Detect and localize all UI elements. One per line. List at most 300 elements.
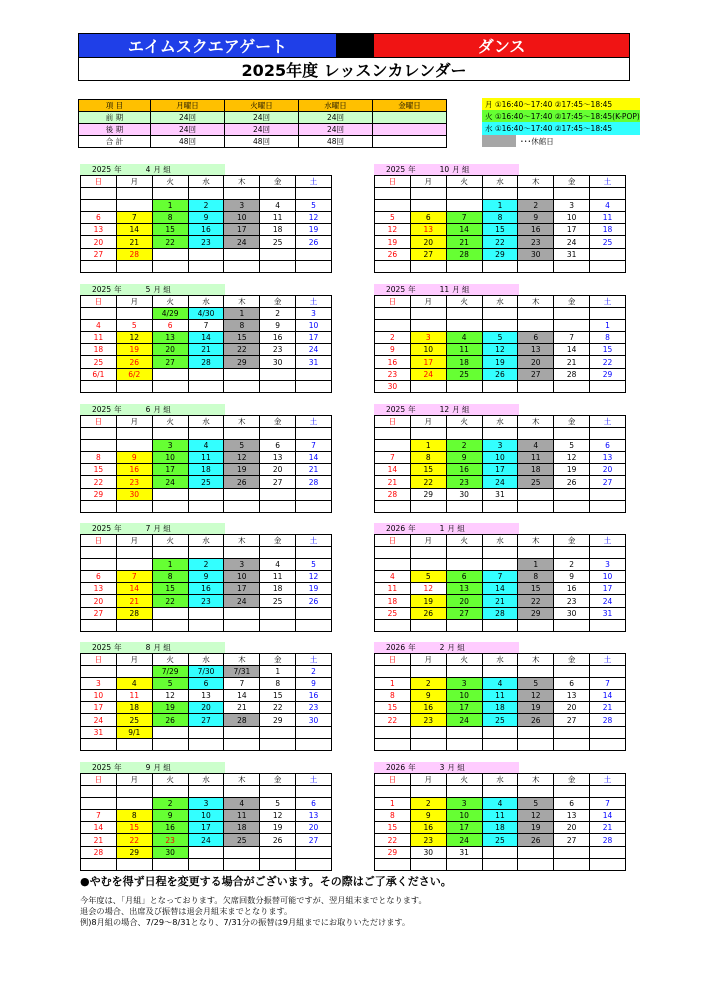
calendar-year-suffix: 年 — [408, 285, 416, 294]
weekday-label: 火 — [446, 535, 482, 547]
day-cell: 25 — [81, 356, 117, 368]
day-cell: 24 — [224, 595, 260, 607]
day-cell — [296, 380, 332, 392]
weekday-header-row — [81, 535, 332, 547]
weekday-label: 木 — [518, 654, 554, 666]
day-cell — [224, 260, 260, 272]
day-cell: 7 — [554, 332, 590, 344]
day-cell — [375, 320, 411, 332]
day-cell: 2 — [518, 200, 554, 212]
day-cell — [446, 200, 482, 212]
weekday-label: 日 — [375, 535, 411, 547]
day-cell: 3 — [152, 440, 188, 452]
day-cell: 16 — [375, 356, 411, 368]
day-cell: 16 — [188, 583, 224, 595]
day-cell — [188, 248, 224, 260]
calendar-year: 2025 — [92, 763, 112, 772]
day-cell: 20 — [518, 356, 554, 368]
day-cell: 7 — [590, 678, 626, 690]
notes-line1: 今年度は、「月組」となっております。欠席回数分振替可能ですが、翌月組末までとなります。 — [80, 895, 427, 905]
weekday-label: 火 — [446, 176, 482, 188]
day-cell: 30 — [518, 248, 554, 260]
day-cell — [152, 619, 188, 631]
summary-header-cell: 項 目 — [79, 100, 151, 112]
summary-cell: 24回 — [225, 124, 299, 136]
weekday-header-row — [375, 654, 626, 666]
day-cell: 2 — [446, 440, 482, 452]
day-cell: 24 — [554, 236, 590, 248]
week-row — [375, 702, 626, 714]
day-cell: 27 — [152, 356, 188, 368]
day-cell — [260, 547, 296, 559]
week-row — [81, 476, 332, 488]
weekday-label: 土 — [590, 774, 626, 786]
day-cell: 27 — [81, 248, 117, 260]
day-cell: 6 — [260, 440, 296, 452]
weekday-header-row — [375, 535, 626, 547]
day-cell: 28 — [590, 834, 626, 846]
day-cell: 23 — [410, 714, 446, 726]
week-row — [81, 452, 332, 464]
day-cell: 25 — [260, 236, 296, 248]
calendar-month: 5 — [145, 285, 151, 294]
weekday-header-row — [81, 654, 332, 666]
page-title: 2025年度 レッスンカレンダー — [78, 57, 630, 81]
day-cell: 29 — [590, 368, 626, 380]
day-cell: 13 — [81, 583, 117, 595]
day-cell — [590, 738, 626, 750]
weekday-label: 金 — [554, 296, 590, 308]
weekday-label: 木 — [224, 535, 260, 547]
day-cell: 18 — [260, 583, 296, 595]
week-row — [81, 200, 332, 212]
week-row — [81, 607, 332, 619]
day-cell — [482, 188, 518, 200]
week-row — [81, 344, 332, 356]
calendar-month: 1 — [439, 524, 445, 533]
day-cell — [482, 559, 518, 571]
day-cell — [296, 607, 332, 619]
day-cell — [410, 666, 446, 678]
calendar-grid — [374, 773, 626, 871]
week-row — [81, 320, 332, 332]
week-row — [81, 500, 332, 512]
day-cell: 21 — [554, 356, 590, 368]
day-cell — [482, 308, 518, 320]
day-cell — [518, 846, 554, 858]
day-cell: 17 — [590, 583, 626, 595]
day-cell: 12 — [296, 212, 332, 224]
week-row — [81, 738, 332, 750]
day-cell: 19 — [554, 464, 590, 476]
day-cell — [152, 248, 188, 260]
calendar-month: 4 — [145, 165, 151, 174]
day-cell: 31 — [296, 356, 332, 368]
day-cell: 25 — [260, 595, 296, 607]
day-cell: 12 — [260, 810, 296, 822]
day-cell — [590, 248, 626, 260]
day-cell: 14 — [116, 224, 152, 236]
week-row — [81, 798, 332, 810]
day-cell: 21 — [116, 595, 152, 607]
weekday-label: 日 — [375, 176, 411, 188]
day-cell — [518, 308, 554, 320]
day-cell: 1 — [590, 320, 626, 332]
calendar-year: 2025 — [386, 405, 406, 414]
calendar-grid — [374, 534, 626, 632]
day-cell: 4/30 — [188, 308, 224, 320]
day-cell — [81, 798, 117, 810]
day-cell — [296, 846, 332, 858]
day-cell — [260, 858, 296, 870]
weekday-label: 月 — [116, 176, 152, 188]
day-cell: 18 — [188, 464, 224, 476]
day-cell: 15 — [224, 332, 260, 344]
day-cell: 26 — [224, 476, 260, 488]
day-cell: 25 — [375, 607, 411, 619]
day-cell — [446, 320, 482, 332]
weekday-label: 金 — [554, 535, 590, 547]
notes — [80, 873, 452, 928]
day-cell: 11 — [188, 452, 224, 464]
week-row — [375, 260, 626, 272]
day-cell: 11 — [518, 452, 554, 464]
day-cell: 6 — [518, 332, 554, 344]
day-cell: 6 — [81, 212, 117, 224]
day-cell: 10 — [446, 810, 482, 822]
weekday-label: 日 — [375, 774, 411, 786]
day-cell — [188, 368, 224, 380]
day-cell: 4 — [446, 332, 482, 344]
day-cell — [224, 858, 260, 870]
day-cell: 5 — [518, 798, 554, 810]
day-cell: 15 — [518, 583, 554, 595]
day-cell: 22 — [116, 834, 152, 846]
day-cell: 8 — [410, 452, 446, 464]
day-cell: 15 — [81, 464, 117, 476]
day-cell: 3 — [224, 200, 260, 212]
day-cell — [410, 858, 446, 870]
calendar-month-suffix: 月 組 — [153, 643, 171, 652]
week-row — [375, 810, 626, 822]
day-cell: 27 — [518, 368, 554, 380]
week-row — [81, 248, 332, 260]
day-cell: 10 — [188, 810, 224, 822]
day-cell — [81, 500, 117, 512]
week-row — [81, 726, 332, 738]
summary-row — [79, 136, 447, 148]
day-cell: 28 — [116, 607, 152, 619]
day-cell: 20 — [152, 344, 188, 356]
calendar-year-suffix: 年 — [114, 165, 122, 174]
day-cell — [81, 260, 117, 272]
weekday-label: 金 — [260, 774, 296, 786]
day-cell: 16 — [410, 822, 446, 834]
legend-closed-label: ･･･休館日 — [520, 136, 554, 146]
day-cell: 20 — [554, 702, 590, 714]
day-cell: 23 — [554, 595, 590, 607]
day-cell — [188, 858, 224, 870]
day-cell — [554, 858, 590, 870]
week-row — [375, 822, 626, 834]
day-cell: 23 — [188, 595, 224, 607]
day-cell: 17 — [554, 224, 590, 236]
day-cell — [260, 380, 296, 392]
day-cell — [482, 846, 518, 858]
day-cell — [116, 200, 152, 212]
day-cell — [410, 320, 446, 332]
day-cell — [260, 248, 296, 260]
day-cell: 9 — [446, 452, 482, 464]
day-cell: 12 — [410, 583, 446, 595]
day-cell — [81, 786, 117, 798]
calendar-month-suffix: 月 組 — [447, 524, 465, 533]
day-cell: 21 — [224, 702, 260, 714]
day-cell — [590, 619, 626, 631]
day-cell — [482, 666, 518, 678]
day-cell — [518, 260, 554, 272]
summary-cell: 24回 — [299, 112, 373, 124]
week-row — [81, 714, 332, 726]
day-cell — [518, 858, 554, 870]
summary-header-cell: 水曜日 — [299, 100, 373, 112]
day-cell — [188, 488, 224, 500]
day-cell: 27 — [81, 607, 117, 619]
day-cell — [554, 488, 590, 500]
weekday-label: 土 — [296, 774, 332, 786]
day-cell: 20 — [296, 822, 332, 834]
day-cell — [590, 726, 626, 738]
day-cell: 3 — [296, 308, 332, 320]
weekday-label: 月 — [116, 416, 152, 428]
day-cell: 22 — [482, 236, 518, 248]
week-row — [375, 858, 626, 870]
day-cell: 20 — [260, 464, 296, 476]
day-cell: 6/2 — [116, 368, 152, 380]
calendar-year: 2025 — [92, 524, 112, 533]
day-cell — [482, 726, 518, 738]
day-cell: 6/1 — [81, 368, 117, 380]
calendar-year: 2025 — [92, 405, 112, 414]
day-cell — [590, 308, 626, 320]
day-cell: 8 — [482, 212, 518, 224]
legend-monday: 月 ①16:40～17:40 ②17:45～18:45 — [482, 98, 640, 110]
day-cell — [152, 547, 188, 559]
day-cell — [446, 726, 482, 738]
day-cell: 13 — [188, 690, 224, 702]
weekday-label: 木 — [224, 296, 260, 308]
day-cell: 31 — [482, 488, 518, 500]
day-cell: 7/30 — [188, 666, 224, 678]
day-cell — [296, 858, 332, 870]
day-cell: 7 — [224, 678, 260, 690]
day-cell — [188, 786, 224, 798]
week-row — [375, 356, 626, 368]
day-cell: 26 — [410, 607, 446, 619]
day-cell — [590, 547, 626, 559]
week-row — [375, 332, 626, 344]
day-cell — [375, 858, 411, 870]
day-cell — [296, 188, 332, 200]
weekday-label: 木 — [224, 176, 260, 188]
day-cell: 10 — [224, 571, 260, 583]
calendar-month: 9 — [145, 763, 151, 772]
week-row — [81, 666, 332, 678]
day-cell: 18 — [482, 702, 518, 714]
day-cell — [116, 858, 152, 870]
day-cell — [410, 428, 446, 440]
day-cell — [188, 607, 224, 619]
day-cell: 7/31 — [224, 666, 260, 678]
weekday-label: 金 — [260, 416, 296, 428]
calendar-month: 11 — [439, 285, 450, 294]
calendar-month-suffix: 月 組 — [452, 405, 470, 414]
day-cell — [81, 380, 117, 392]
day-cell: 28 — [554, 368, 590, 380]
day-cell: 3 — [590, 559, 626, 571]
day-cell: 29 — [81, 488, 117, 500]
day-cell — [81, 738, 117, 750]
day-cell — [224, 607, 260, 619]
weekday-label: 月 — [410, 654, 446, 666]
day-cell: 7 — [116, 212, 152, 224]
summary-cell: 48回 — [225, 136, 299, 148]
summary-cell: 48回 — [151, 136, 225, 148]
day-cell: 10 — [224, 212, 260, 224]
day-cell — [375, 188, 411, 200]
week-row — [375, 488, 626, 500]
day-cell: 2 — [188, 200, 224, 212]
day-cell — [554, 500, 590, 512]
day-cell — [224, 368, 260, 380]
day-cell: 2 — [375, 332, 411, 344]
day-cell: 28 — [116, 248, 152, 260]
day-cell: 1 — [224, 308, 260, 320]
weekday-label: 火 — [152, 296, 188, 308]
weekday-label: 火 — [446, 416, 482, 428]
weekday-label: 土 — [296, 176, 332, 188]
week-row — [375, 320, 626, 332]
day-cell — [410, 380, 446, 392]
week-row — [375, 212, 626, 224]
day-cell — [224, 428, 260, 440]
day-cell: 17 — [224, 583, 260, 595]
day-cell: 2 — [554, 559, 590, 571]
day-cell: 25 — [224, 834, 260, 846]
day-cell: 4 — [81, 320, 117, 332]
day-cell: 19 — [116, 344, 152, 356]
day-cell: 25 — [518, 476, 554, 488]
day-cell — [81, 188, 117, 200]
day-cell: 20 — [446, 595, 482, 607]
day-cell — [81, 619, 117, 631]
day-cell: 13 — [554, 810, 590, 822]
day-cell — [590, 380, 626, 392]
day-cell: 2 — [152, 798, 188, 810]
weekday-label: 金 — [554, 654, 590, 666]
day-cell — [296, 726, 332, 738]
day-cell: 23 — [518, 236, 554, 248]
day-cell — [81, 308, 117, 320]
calendar-year-suffix: 年 — [408, 524, 416, 533]
day-cell: 12 — [554, 452, 590, 464]
day-cell — [446, 786, 482, 798]
calendar-title — [374, 523, 519, 534]
day-cell: 31 — [554, 248, 590, 260]
day-cell — [152, 607, 188, 619]
weekday-label: 水 — [482, 296, 518, 308]
day-cell — [260, 846, 296, 858]
calendar-grid — [80, 653, 332, 751]
day-cell: 21 — [446, 236, 482, 248]
day-cell — [446, 260, 482, 272]
weekday-label: 日 — [375, 296, 411, 308]
summary-cell — [373, 136, 447, 148]
day-cell — [518, 547, 554, 559]
day-cell: 27 — [410, 248, 446, 260]
calendar-year: 2026 — [386, 524, 406, 533]
calendar-sep — [80, 762, 332, 871]
day-cell — [446, 188, 482, 200]
day-cell: 22 — [375, 834, 411, 846]
day-cell: 17 — [188, 822, 224, 834]
day-cell: 4 — [116, 678, 152, 690]
week-row — [375, 476, 626, 488]
summary-header-row — [79, 100, 447, 112]
weekday-label: 金 — [260, 176, 296, 188]
summary-header-cell: 金曜日 — [373, 100, 447, 112]
day-cell: 12 — [296, 571, 332, 583]
day-cell: 9 — [410, 810, 446, 822]
day-cell — [554, 738, 590, 750]
calendar-jul — [80, 523, 332, 632]
day-cell: 3 — [554, 200, 590, 212]
day-cell — [446, 858, 482, 870]
week-row — [375, 380, 626, 392]
day-cell — [554, 547, 590, 559]
day-cell: 25 — [446, 368, 482, 380]
day-cell — [518, 320, 554, 332]
day-cell: 22 — [260, 702, 296, 714]
day-cell — [152, 738, 188, 750]
calendar-mar — [374, 762, 626, 871]
calendar-year-suffix: 年 — [408, 405, 416, 414]
day-cell: 15 — [152, 583, 188, 595]
calendar-year: 2025 — [92, 285, 112, 294]
day-cell: 18 — [116, 702, 152, 714]
day-cell: 3 — [482, 440, 518, 452]
day-cell: 18 — [482, 822, 518, 834]
day-cell — [482, 547, 518, 559]
day-cell: 3 — [446, 678, 482, 690]
day-cell — [375, 619, 411, 631]
day-cell: 5 — [224, 440, 260, 452]
day-cell — [260, 726, 296, 738]
day-cell — [446, 547, 482, 559]
week-row — [375, 500, 626, 512]
day-cell — [260, 607, 296, 619]
weekday-label: 木 — [224, 416, 260, 428]
day-cell: 8 — [152, 571, 188, 583]
day-cell: 4 — [518, 440, 554, 452]
day-cell: 22 — [81, 476, 117, 488]
day-cell — [116, 619, 152, 631]
day-cell: 29 — [224, 356, 260, 368]
day-cell — [81, 858, 117, 870]
day-cell: 13 — [446, 583, 482, 595]
day-cell: 9/1 — [116, 726, 152, 738]
summary-cell: 前 期 — [79, 112, 151, 124]
